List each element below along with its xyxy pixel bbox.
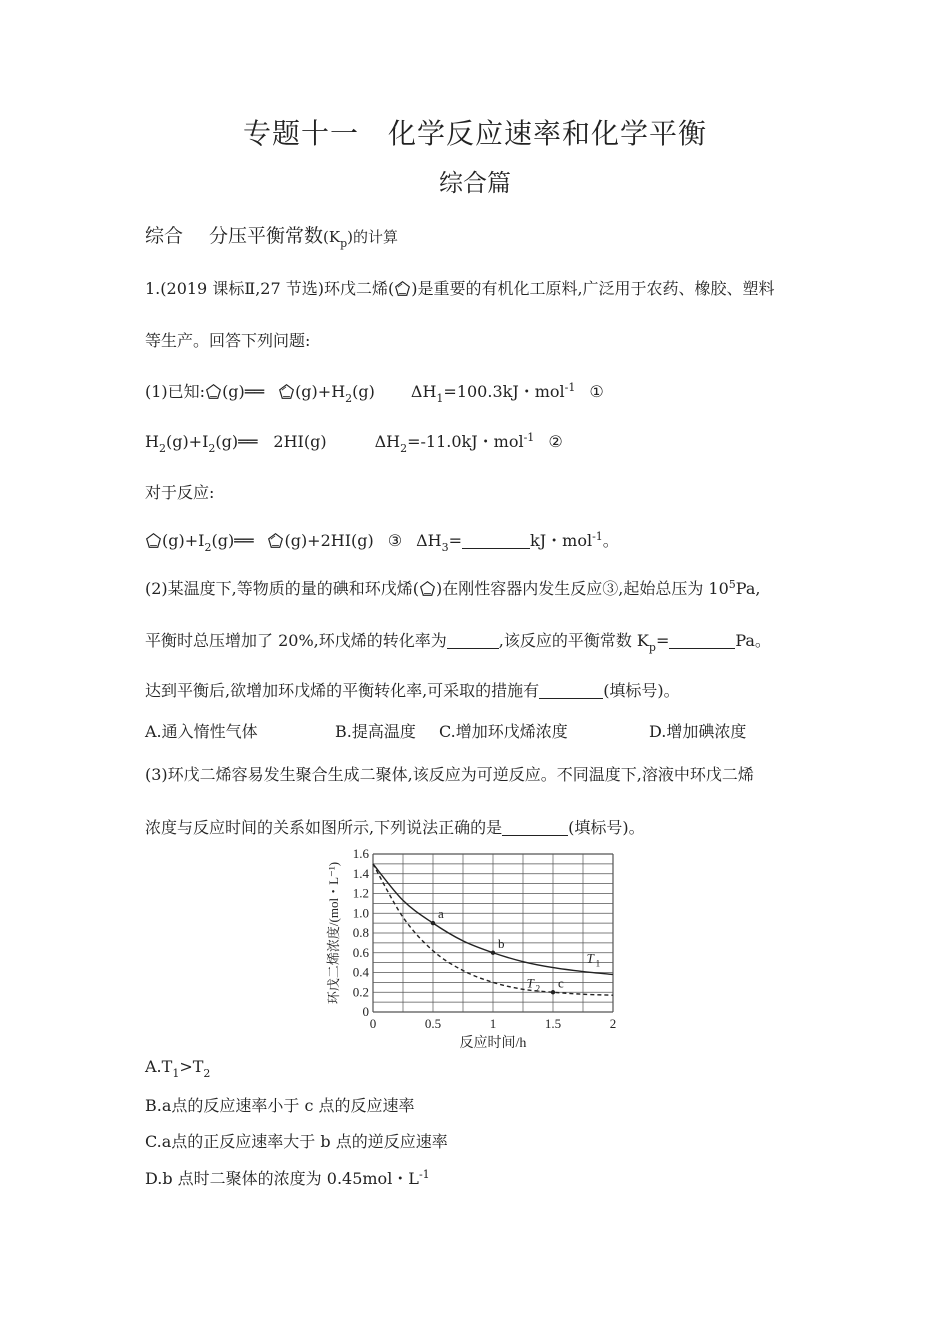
page-title: 专题十一 化学反应速率和化学平衡 [242, 117, 707, 150]
data-point-label-c: c [558, 975, 564, 991]
opt-a-sub1: 1 [172, 1067, 180, 1080]
p2l2-a: 平衡时总压增加了 20%,环戊烯的转化率为 [145, 631, 447, 650]
p2l3-a: 达到平衡后,欲增加环戊烯的平衡转化率,可采取的措施有 [145, 681, 540, 700]
section-label: 综合 [145, 225, 184, 247]
part2-line-2 [145, 628, 771, 654]
eq2-a: H [145, 432, 159, 451]
section-heading [145, 221, 398, 250]
x-tick-label: 1 [489, 1016, 497, 1031]
opt-a-text-2: >T [179, 1057, 204, 1076]
x-tick-label: 0 [369, 1016, 377, 1031]
part2-line-1 [145, 576, 760, 599]
concentration-time-chart [318, 842, 628, 1052]
option-1-b: B.提高温度 [335, 722, 416, 741]
eq2-c: (g)══ 2HI(g) [215, 432, 327, 451]
cyclopentadiene-structure-icon [267, 532, 284, 549]
eq2-b: (g)+I [165, 432, 209, 451]
kp-open: (K [323, 228, 341, 246]
eq1-sub: 2 [345, 392, 353, 405]
eq3-a: (g)+I [162, 531, 205, 550]
p2l2-c: = [655, 631, 670, 650]
for-reaction-label: 对于反应: [145, 483, 215, 502]
eq2-dh-value: =-11.0kJ・mol [407, 432, 524, 451]
y-tick-label: 1.6 [352, 846, 369, 861]
eq3-dh-eq: = [448, 531, 463, 550]
cyclopentene-structure-icon [145, 532, 162, 549]
x-tick-label: 2 [609, 1016, 617, 1031]
answer-blank-graph[interactable] [502, 819, 568, 836]
eq2-dh-sub: 2 [400, 442, 408, 455]
series-label-t1-sub: 1 [595, 958, 601, 969]
p2-c: Pa, [735, 579, 761, 598]
answer-blank-conversion[interactable] [447, 632, 499, 649]
y-tick-label: 1.0 [352, 905, 369, 921]
equation-3 [145, 528, 619, 554]
eq3-end: 。 [602, 531, 619, 550]
opt-a-text: A.T [145, 1057, 173, 1076]
p2l3-b: (填标号)。 [603, 681, 680, 700]
answer-blank-dh3[interactable] [462, 532, 530, 549]
section-name: 分压平衡常数 [209, 225, 324, 247]
y-axis-label: 环戊二烯浓度/(mol・L⁻¹) [326, 861, 341, 1005]
eq3-dh-sub: 3 [441, 541, 449, 554]
eq2-sub1: 2 [158, 442, 166, 455]
eq1-left: (g)══ [222, 382, 265, 401]
p3-c: (填标号)。 [568, 818, 645, 837]
eq2-number: ② [548, 432, 563, 451]
opt-d-text: D.b 点时二聚体的浓度为 0.45mol・L [145, 1169, 419, 1188]
y-tick-label: 0 [362, 1004, 369, 1019]
option-3-b: B.a点的反应速率小于 c 点的反应速率 [145, 1096, 415, 1115]
data-point-c [551, 990, 555, 994]
p2l2-b: ,该反应的平衡常数 K [498, 631, 649, 650]
option-3-a [145, 1057, 210, 1080]
q1-intro-line-1 [145, 276, 775, 299]
p3-b: 浓度与反应时间的关系如图所示,下列说法正确的是 [145, 818, 503, 837]
q1-intro-a: 1.(2019 课标Ⅱ,27 节选)环戊二烯( [145, 279, 395, 298]
eq3-unit-sup: -1 [592, 530, 603, 543]
cyclopentene-structure-icon [205, 383, 222, 400]
eq3-dh: ΔH [416, 531, 442, 550]
y-tick-label: 1.4 [352, 865, 369, 881]
y-tick-label: 0.8 [352, 925, 369, 940]
option-1-c: C.增加环戊烯浓度 [439, 722, 568, 741]
equation-2 [145, 429, 563, 455]
option-1-a: A.通入惰性气体 [145, 722, 258, 741]
opt-a-sub2: 2 [203, 1067, 211, 1080]
q1-intro-b: )是重要的有机化工原料,广泛用于农药、橡胶、塑料 [411, 279, 775, 298]
eq3-sub: 2 [204, 541, 212, 554]
eq3-c: (g)+2HI(g) [284, 531, 374, 550]
option-3-c: C.a点的正反应速率大于 b 点的逆反应速率 [145, 1132, 448, 1151]
data-point-label-b: b [498, 935, 505, 951]
eq3-number: ③ [387, 531, 403, 550]
part3-line-2 [145, 815, 645, 838]
eq1-right: (g)+H [295, 382, 346, 401]
q1-intro-line-2: 等生产。回答下列问题: [145, 331, 311, 350]
y-tick-label: 0.4 [352, 964, 369, 980]
p2-a: (2)某温度下,等物质的量的碘和环戊烯( [145, 579, 419, 598]
eq3-unit: kJ・mol [530, 531, 593, 550]
x-tick-label: 0.5 [424, 1016, 442, 1031]
series-label-t1: T [586, 950, 594, 966]
opt-d-sup: -1 [418, 1168, 430, 1181]
kp-close: )的计算 [347, 228, 398, 246]
p2-sup: 5 [728, 578, 736, 591]
eq2-sub2: 2 [208, 442, 216, 455]
eq1-dh: ΔH [410, 382, 437, 401]
part3-line-1: (3)环戊二烯容易发生聚合生成二聚体,该反应为可逆反应。不同温度下,溶液中环戊二烯 [145, 765, 754, 784]
x-axis-label: 反应时间/h [459, 1036, 527, 1051]
p2-b: )在刚性容器内发生反应③,起始总压为 10 [436, 579, 729, 598]
equation-1 [145, 379, 604, 405]
cyclopentadiene-structure-icon [394, 280, 411, 297]
p2l2-d: Pa。 [735, 631, 771, 650]
x-tick-label: 1.5 [544, 1016, 562, 1031]
eq1-dh-sub: 1 [436, 392, 444, 405]
eq1-right-end: (g) [352, 382, 375, 401]
eq2-dh: ΔH [374, 432, 401, 451]
cyclopentadiene-structure-icon [278, 383, 295, 400]
option-1-d: D.增加碘浓度 [649, 722, 747, 741]
known-label: (1)已知: [145, 382, 206, 401]
eq1-dh-value: =100.3kJ・mol [443, 382, 565, 401]
y-tick-label: 1.2 [352, 885, 369, 901]
data-point-b [491, 951, 495, 955]
answer-blank-measures[interactable] [539, 682, 603, 699]
series-label-t2: T [526, 975, 534, 991]
answer-blank-kp[interactable] [669, 632, 735, 649]
page-subtitle: 综合篇 [439, 169, 511, 197]
y-tick-label: 0.6 [352, 944, 369, 960]
eq1-number: ① [589, 382, 604, 401]
option-3-d [145, 1166, 430, 1189]
part2-line-3 [145, 678, 680, 701]
series-label-t2-sub: 2 [535, 983, 541, 994]
kp-sub: p [340, 237, 348, 250]
eq3-b: (g)══ [211, 531, 254, 550]
p2l2-sub: p [648, 641, 656, 654]
eq1-dh-sup: -1 [564, 381, 576, 394]
data-point-a [431, 921, 435, 925]
eq2-dh-sup: -1 [523, 431, 535, 444]
cyclopentene-structure-icon [419, 580, 436, 597]
data-point-label-a: a [438, 906, 444, 922]
y-tick-label: 0.2 [352, 984, 369, 1000]
